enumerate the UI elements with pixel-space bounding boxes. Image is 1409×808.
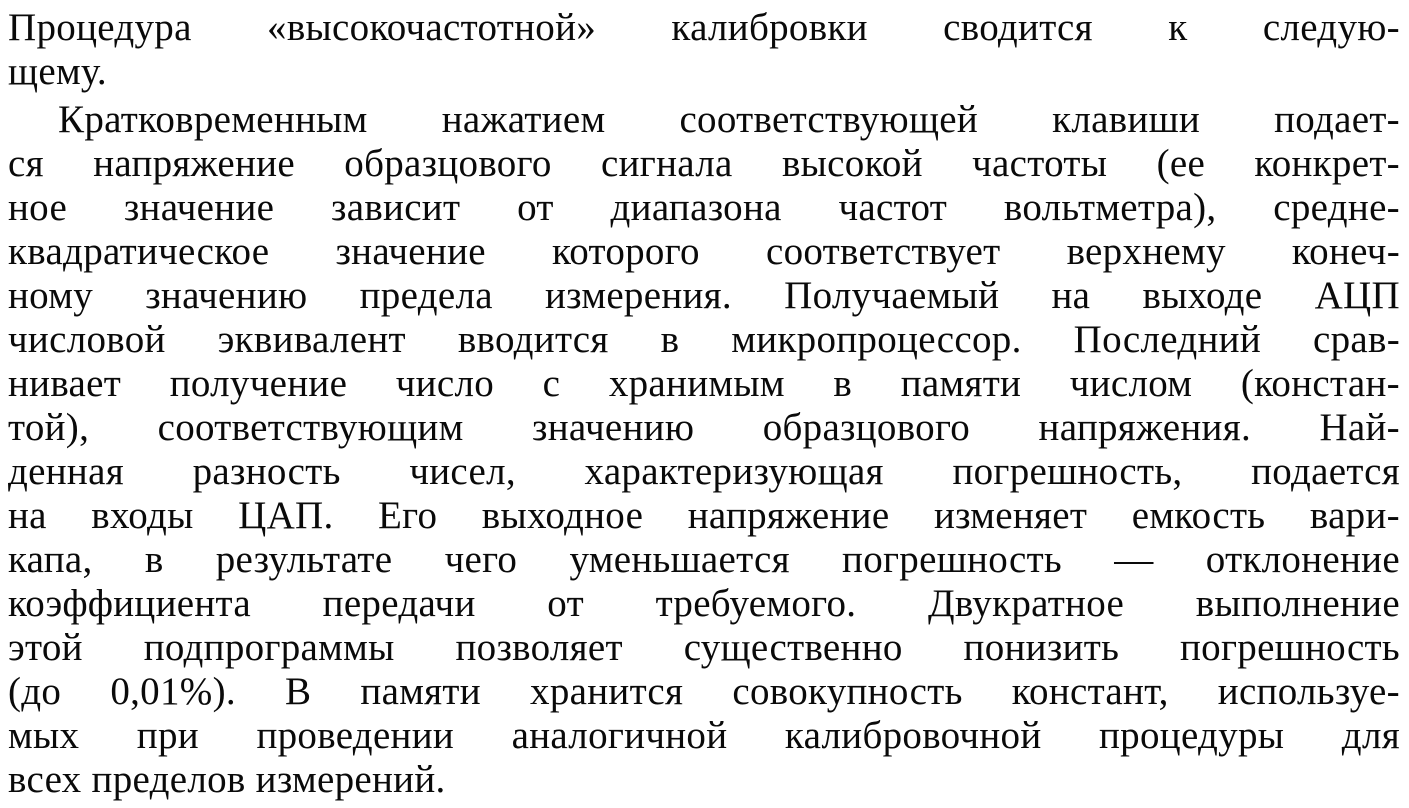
word: срав- xyxy=(1312,318,1400,361)
word: выходное xyxy=(481,494,644,537)
word: этой xyxy=(8,626,83,669)
word: (до xyxy=(8,670,62,713)
word: капа, xyxy=(8,538,93,581)
word: — xyxy=(1114,538,1154,581)
word: эквивалент xyxy=(217,318,406,361)
word: аналогичной xyxy=(511,714,728,757)
word: соответствующим xyxy=(157,406,464,449)
word: мых xyxy=(8,714,80,757)
word: напряжение xyxy=(93,142,295,185)
word: той), xyxy=(8,406,90,449)
word: коэффициента xyxy=(8,582,251,625)
text-line xyxy=(8,6,1400,50)
word: соответствующей xyxy=(679,98,979,141)
word: калибровки xyxy=(671,6,868,49)
word: совокупность xyxy=(732,670,963,713)
text-line xyxy=(8,538,1400,582)
word: следую- xyxy=(1262,6,1400,49)
word: памяти xyxy=(360,670,481,713)
text-line xyxy=(8,670,1400,714)
word: для xyxy=(1341,714,1400,757)
word: конкрет- xyxy=(1254,142,1400,185)
word: отклонение xyxy=(1205,538,1400,581)
word: сигнала xyxy=(601,142,733,185)
word: памяти xyxy=(900,362,1022,405)
word: результате xyxy=(215,538,393,581)
word: 0,01%). xyxy=(110,670,236,713)
word: ся xyxy=(8,142,44,185)
word: чего xyxy=(444,538,518,581)
word: ЦАП. xyxy=(238,494,334,537)
word: подпрограммы xyxy=(143,626,395,669)
word: к xyxy=(1168,6,1188,49)
word: используе- xyxy=(1217,670,1400,713)
word: В xyxy=(285,670,312,713)
text-line xyxy=(8,406,1400,450)
word: значению xyxy=(532,406,695,449)
word: хранимым xyxy=(608,362,785,405)
word: хранится xyxy=(530,670,684,713)
text-line xyxy=(8,230,1400,274)
word: ное xyxy=(8,186,68,229)
word: чисел, xyxy=(409,450,516,493)
word: образцового xyxy=(344,142,552,185)
word: вари- xyxy=(1309,494,1400,537)
word: числом xyxy=(1069,362,1193,405)
text-line xyxy=(8,582,1400,626)
word: вводится xyxy=(457,318,609,361)
word: погрешность xyxy=(1180,626,1400,669)
word: требуемого. xyxy=(655,582,857,625)
word: микропроцессор. xyxy=(731,318,1022,361)
word: напряжение xyxy=(687,494,890,537)
word: на xyxy=(1051,274,1091,317)
word: частоты xyxy=(972,142,1108,185)
word: «высокочастотной» xyxy=(267,6,597,49)
text-line xyxy=(8,274,1400,318)
word: характеризующая xyxy=(584,450,884,493)
word: от xyxy=(517,186,554,229)
word: процедуры xyxy=(1099,714,1285,757)
word: Двукратное xyxy=(927,582,1125,625)
word: средне- xyxy=(1273,186,1400,229)
word: выходе xyxy=(1142,274,1263,317)
text-line xyxy=(8,142,1400,186)
word: уменьшается xyxy=(569,538,790,581)
word: зависит xyxy=(331,186,461,229)
word: выполнение xyxy=(1195,582,1400,625)
text-line xyxy=(8,494,1400,538)
word: ному xyxy=(8,274,94,317)
text-line xyxy=(8,98,1400,142)
word: позволяет xyxy=(455,626,623,669)
word: Най- xyxy=(1319,406,1400,449)
word: Последний xyxy=(1073,318,1261,361)
word: предела xyxy=(359,274,493,317)
word: Его xyxy=(378,494,438,537)
word: верхнему xyxy=(1066,230,1226,273)
word: калибровочной xyxy=(784,714,1042,757)
word: в xyxy=(833,362,853,405)
word: значение xyxy=(335,230,486,273)
word: денная xyxy=(8,450,124,493)
word: измерения. xyxy=(545,274,732,317)
word: констант, xyxy=(1011,670,1169,713)
word: подается xyxy=(1251,450,1400,493)
word: проведении xyxy=(256,714,455,757)
word: от xyxy=(547,582,584,625)
text-line xyxy=(8,626,1400,670)
word: с xyxy=(542,362,561,405)
word: подает- xyxy=(1274,98,1400,141)
text-line xyxy=(8,362,1400,406)
word: существенно xyxy=(683,626,903,669)
word: разность xyxy=(192,450,341,493)
word: нажатием xyxy=(441,98,606,141)
word: погрешность, xyxy=(952,450,1183,493)
text-line xyxy=(8,186,1400,230)
word: числовой xyxy=(8,318,166,361)
text-line: всех пределов измерений. xyxy=(8,758,446,801)
word: квадратическое xyxy=(8,230,270,273)
word: понизить xyxy=(963,626,1120,669)
word: сводится xyxy=(943,6,1093,49)
word: АЦП xyxy=(1314,274,1400,317)
word: число xyxy=(395,362,495,405)
word: в xyxy=(144,538,164,581)
word: конеч- xyxy=(1291,230,1400,273)
word: емкость xyxy=(1131,494,1266,537)
word: вольтметра), xyxy=(1003,186,1217,229)
word: значение xyxy=(123,186,275,229)
word: (констан- xyxy=(1240,362,1400,405)
word: входы xyxy=(91,494,194,537)
word: нивает xyxy=(8,362,122,405)
text-line xyxy=(8,714,1400,758)
word: передачи xyxy=(322,582,476,625)
word: получение xyxy=(169,362,348,405)
word: на xyxy=(8,494,47,537)
word: соответствует xyxy=(765,230,1001,273)
word: Процедура xyxy=(8,6,192,49)
text-line: щему. xyxy=(8,50,107,93)
word: Кратковременным xyxy=(58,98,368,141)
word: диапазона xyxy=(610,186,782,229)
word: частот xyxy=(838,186,948,229)
word: значению xyxy=(145,274,308,317)
word: погрешность xyxy=(842,538,1063,581)
word: (ее xyxy=(1156,142,1206,185)
word: которого xyxy=(551,230,700,273)
word: напряжения. xyxy=(1038,406,1251,449)
text-line xyxy=(8,450,1400,494)
word: Получаемый xyxy=(784,274,1000,317)
word: образцового xyxy=(762,406,971,449)
word: высокой xyxy=(781,142,923,185)
text-line xyxy=(8,318,1400,362)
word: клавиши xyxy=(1052,98,1201,141)
word: при xyxy=(136,714,199,757)
word: изменяет xyxy=(933,494,1088,537)
word: в xyxy=(660,318,680,361)
